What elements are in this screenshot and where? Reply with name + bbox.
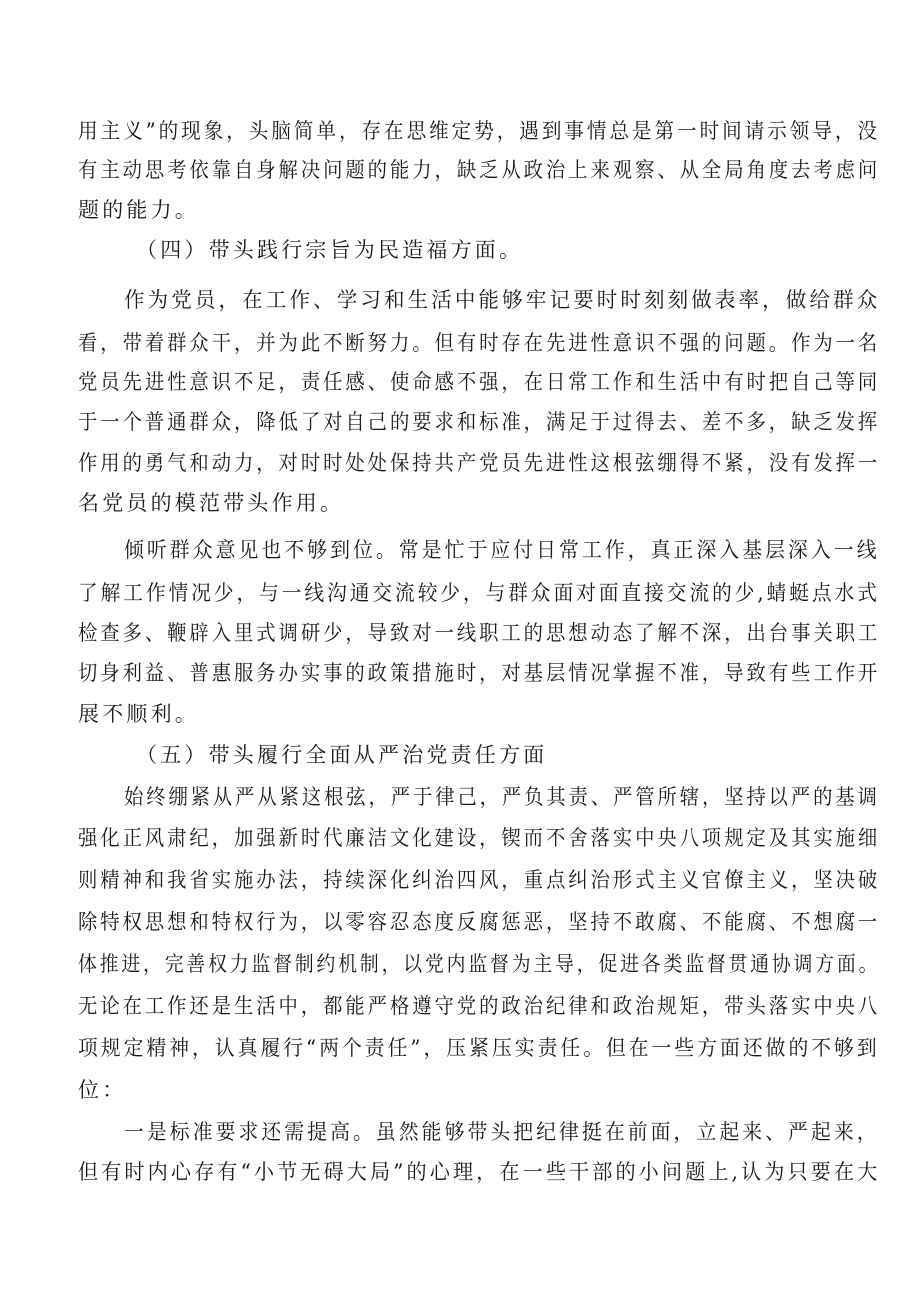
text-line: 项规定精神，认真履行“两个责任”，压紧压实责任。但在一些方面还做的不够到 bbox=[78, 1036, 880, 1060]
text-line: 无论在工作还是生活中，都能严格遵守党的政治纪律和政治规矩，带头落实中央八 bbox=[78, 994, 881, 1018]
text-line: 一是标准要求还需提高。虽然能够带头把纪律挺在前面，立起来、严起来， bbox=[124, 1120, 880, 1144]
text-line: 但有时内心存有“小节无碍大局”的心理，在一些干部的小问题上,认为只要在大 bbox=[78, 1160, 881, 1184]
text-line: 强化正风肃纪，加强新时代廉洁文化建设，锲而不舍落实中央八项规定及其实施细 bbox=[78, 826, 881, 850]
text-line: 名党员的模范带头作用。 bbox=[78, 491, 345, 515]
text-line: 位： bbox=[78, 1078, 127, 1102]
text-line: 用主义”的现象，头脑简单，存在思维定势，遇到事情总是第一时间请示领导，没 bbox=[78, 119, 880, 143]
text-line: 题的能力。 bbox=[78, 198, 199, 222]
text-line: 作为党员，在工作、学习和生活中能够牢记要时时刻刻做表率，做给群众 bbox=[124, 288, 881, 312]
text-line: 展不顺利。 bbox=[78, 702, 199, 726]
text-line: 党员先进性意识不足，责任感、使命感不强，在日常工作和生活中有时把自己等同 bbox=[78, 370, 881, 394]
text-line: 则精神和我省实施办法，持续深化纠治四风，重点纠治形式主义官僚主义，坚决破 bbox=[78, 868, 881, 892]
text-line: 了解工作情况少，与一线沟通交流较少，与群众面对面直接交流的少,蜻蜓点水式 bbox=[78, 581, 880, 605]
text-line: 切身利益、普惠服务办实事的政策措施时，对基层情况掌握不准，导致有些工作开 bbox=[78, 661, 881, 685]
text-line: 作用的勇气和动力，对时时处处保持共产党员先进性这根弦绷得不紧，没有发挥一 bbox=[78, 451, 881, 475]
section-heading: （五）带头履行全面从严治党责任方面 bbox=[136, 743, 548, 767]
text-line: 倾听群众意见也不够到位。常是忙于应付日常工作，真正深入基层深入一线 bbox=[124, 538, 880, 562]
text-line: 有主动思考依靠自身解决问题的能力，缺乏从政治上来观察、从全局角度去考虑问 bbox=[78, 158, 881, 182]
text-line: 看，带着群众干，并为此不断努力。但有时存在先进性意识不强的问题。作为一名 bbox=[78, 331, 881, 355]
section-heading: （四）带头践行宗旨为民造福方面。 bbox=[136, 238, 524, 262]
text-line: 体推进，完善权力监督制约机制，以党内监督为主导，促进各类监督贯通协调方面。 bbox=[78, 952, 881, 976]
text-line: 检查多、鞭辟入里式调研少，导致对一线职工的思想动态了解不深，出台事关职工 bbox=[78, 621, 881, 645]
text-line: 始终绷紧从严从紧这根弦，严于律己，严负其责、严管所辖，坚持以严的基调 bbox=[124, 785, 880, 809]
text-line: 除特权思想和特权行为，以零容忍态度反腐惩恶，坚持不敢腐、不能腐、不想腐一 bbox=[78, 910, 881, 934]
text-line: 于一个普通群众，降低了对自己的要求和标准，满足于过得去、差不多，缺乏发挥 bbox=[78, 410, 881, 434]
